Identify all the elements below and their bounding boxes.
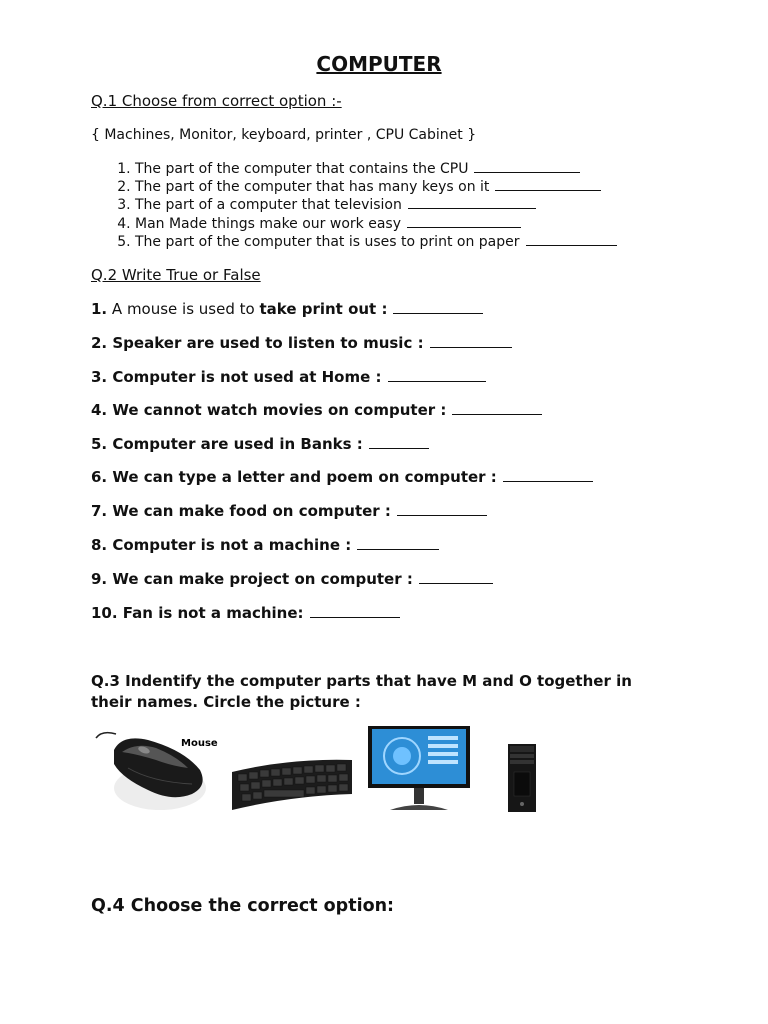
answer-blank[interactable]: [388, 369, 486, 382]
q2-heading: Q.2 Write True or False: [91, 266, 261, 284]
answer-blank[interactable]: [495, 178, 601, 191]
answer-blank[interactable]: [369, 436, 429, 449]
tf-item: 4. We cannot watch movies on computer :: [91, 401, 542, 419]
list-item: 3. The part of a computer that television: [135, 196, 617, 214]
answer-blank[interactable]: [408, 196, 536, 209]
tf-item: 1. A mouse is used to take print out :: [91, 300, 483, 318]
answer-blank[interactable]: [407, 215, 521, 228]
answer-blank[interactable]: [419, 571, 493, 584]
answer-blank[interactable]: [310, 605, 400, 618]
tf-item: 2. Speaker are used to listen to music :: [91, 334, 512, 352]
tf-item: 6. We can type a letter and poem on computer :: [91, 468, 593, 486]
answer-blank[interactable]: [430, 335, 512, 348]
q1-options: { Machines, Monitor, keyboard, printer , CPU Cabinet }: [91, 127, 477, 143]
q4-heading: Q.4 Choose the correct option:: [91, 896, 395, 916]
page-title: COMPUTER: [316, 52, 442, 76]
answer-blank[interactable]: [526, 233, 617, 246]
list-item: 4. Man Made things make our work easy: [135, 215, 617, 233]
answer-blank[interactable]: [474, 160, 580, 173]
mouse-label: Mouse: [181, 738, 218, 749]
keyboard-picture[interactable]: [228, 750, 356, 814]
tf-item: 3. Computer is not used at Home :: [91, 368, 486, 386]
answer-blank[interactable]: [452, 402, 542, 415]
list-item: 1. The part of the computer that contains the CPU: [135, 160, 617, 178]
monitor-picture[interactable]: [366, 724, 472, 814]
answer-blank[interactable]: [393, 301, 483, 314]
tf-item: 7. We can make food on computer :: [91, 502, 487, 520]
cpu-cabinet-picture[interactable]: [504, 742, 540, 814]
tf-item: 8. Computer is not a machine :: [91, 536, 439, 554]
answer-blank[interactable]: [397, 503, 487, 516]
q1-heading: Q.1 Choose from correct option :-: [91, 92, 342, 110]
tf-item: 5. Computer are used in Banks :: [91, 435, 429, 453]
list-item: 5. The part of the computer that is uses to print on paper: [135, 233, 617, 251]
q3-prompt: Q.3 Indentify the computer parts that have M and O together in their names. Circle the picture :: [91, 672, 632, 711]
tf-item: 10. Fan is not a machine:: [91, 604, 400, 622]
list-item: 2. The part of the computer that has many keys on it: [135, 178, 617, 196]
answer-blank[interactable]: [357, 537, 439, 550]
tf-item: 9. We can make project on computer :: [91, 570, 493, 588]
q1-list: [92, 160, 617, 251]
answer-blank[interactable]: [503, 469, 593, 482]
mouse-picture[interactable]: [92, 728, 218, 818]
